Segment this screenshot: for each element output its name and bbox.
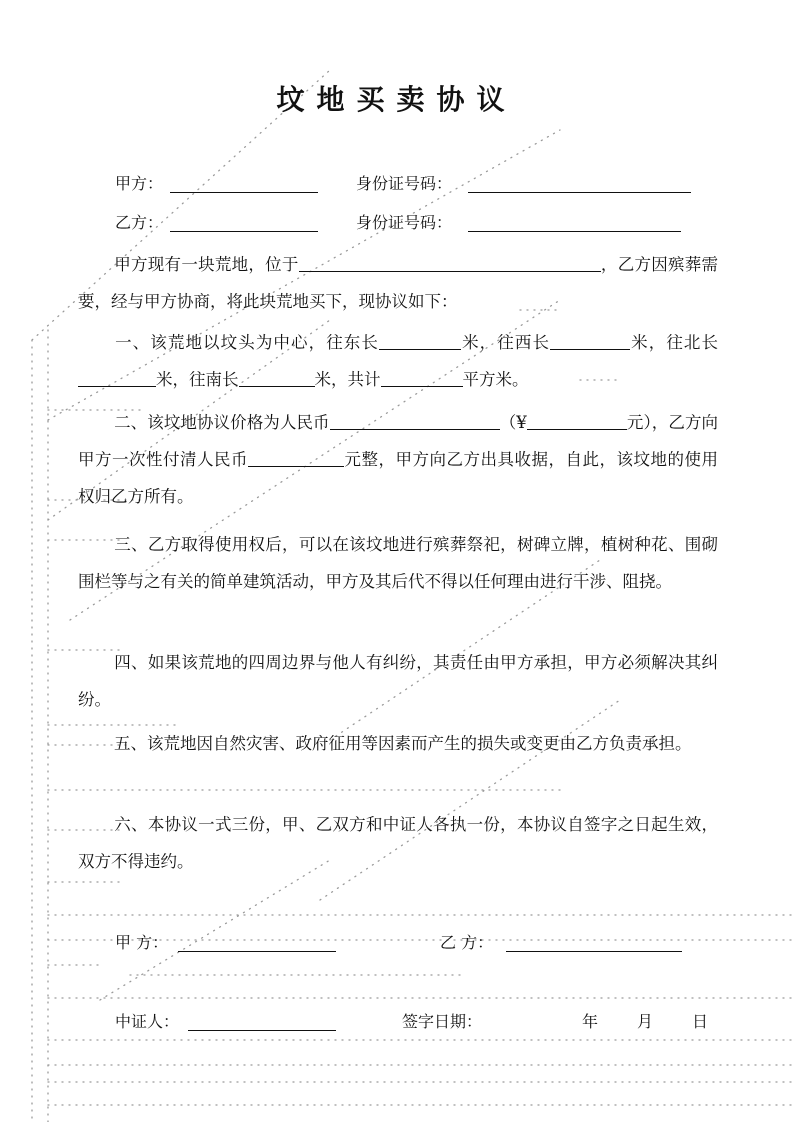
party-b-label: 乙方： [115,213,164,232]
party-a-name-blank[interactable] [170,192,318,193]
sign-date-label: 签字日期： [402,1012,483,1031]
clause-1-text-5: 米，共计 [314,370,381,389]
clause-2-text-4: 元整，甲方向乙方出具收据，自此，该坟地的使用权归乙方所有。 [78,450,718,506]
clause-5-text: 五、该荒地因自然灾害、政府征用等因素而产生的损失或变更由乙方负责承担。 [114,734,692,753]
witness-date-row [0,1010,793,1034]
clause-2-text-3: 元），乙方向甲方一次性付清人民币 [78,413,719,469]
party-a-row [0,172,793,196]
clause-2 [78,404,718,515]
witness-signature-blank[interactable] [188,1030,336,1031]
west-length-blank[interactable] [550,330,630,350]
clause-1-text-4: 米，往南长 [156,370,239,389]
month-label: 月 [637,1012,654,1031]
intro-text-2: ，乙方因殡葬需要，经与甲方协商，将此块荒地买下，现协议如下： [78,255,719,311]
witness-label: 中证人： [115,1012,180,1031]
party-b-name-blank[interactable] [170,231,318,232]
clause-2-text-1: 二、该坟地协议价格为人民币 [114,413,330,432]
south-length-blank[interactable] [239,367,315,387]
clause-1-text-3: 米，往北长 [630,333,719,352]
day-label: 日 [692,1012,709,1031]
payment-amount-blank[interactable] [248,447,344,467]
total-area-blank[interactable] [381,367,463,387]
north-length-blank[interactable] [78,367,156,387]
east-length-blank[interactable] [379,330,461,350]
year-label: 年 [582,1012,599,1031]
party-b-sign-label: 乙 方： [440,933,494,952]
signature-row [0,931,793,955]
clause-1-text-6: 平方米。 [462,370,529,389]
party-a-signature-blank[interactable] [178,951,336,952]
party-a-sign-label: 甲 方： [115,933,169,952]
document-title: 坟地买卖协议 [276,83,517,116]
intro-text-1: 甲方现有一块荒地，位于 [114,255,299,274]
clause-6 [78,806,718,880]
clause-4 [78,644,718,718]
intro-paragraph [78,246,718,320]
land-location-blank[interactable] [299,252,601,272]
party-a-id-blank[interactable] [468,192,691,193]
party-b-signature-blank[interactable] [506,951,682,952]
price-number-blank[interactable] [527,410,627,430]
party-a-id-label: 身份证号码： [356,174,453,193]
clause-4-text: 四、如果该荒地的四周边界与他人有纠纷，其责任由甲方承担，甲方必须解决其纠纷。 [78,653,718,709]
party-b-id-label: 身份证号码： [356,213,453,232]
clause-3 [78,526,718,600]
party-b-row [0,211,793,235]
clause-1-text-2: 米，往西长 [460,333,551,352]
party-a-label: 甲方： [115,174,164,193]
clause-1 [78,324,718,398]
clause-3-text: 三、乙方取得使用权后，可以在该坟地进行殡葬祭祀，树碑立牌，植树种花、围砌围栏等与之有关的简单建筑活动，甲方及其后代不得以任何理由进行干涉、阻挠。 [78,535,718,591]
clause-6-text: 六、本协议一式三份，甲、乙双方和中证人各执一份，本协议自签字之日起生效，双方不得违约。 [78,815,718,871]
clause-1-text-1: 一、该荒地以坟头为中心，往东长 [114,333,379,352]
party-b-id-blank[interactable] [468,231,681,232]
price-words-blank[interactable] [330,410,500,430]
clause-5 [78,725,718,762]
clause-2-text-2: （¥ [499,413,527,432]
